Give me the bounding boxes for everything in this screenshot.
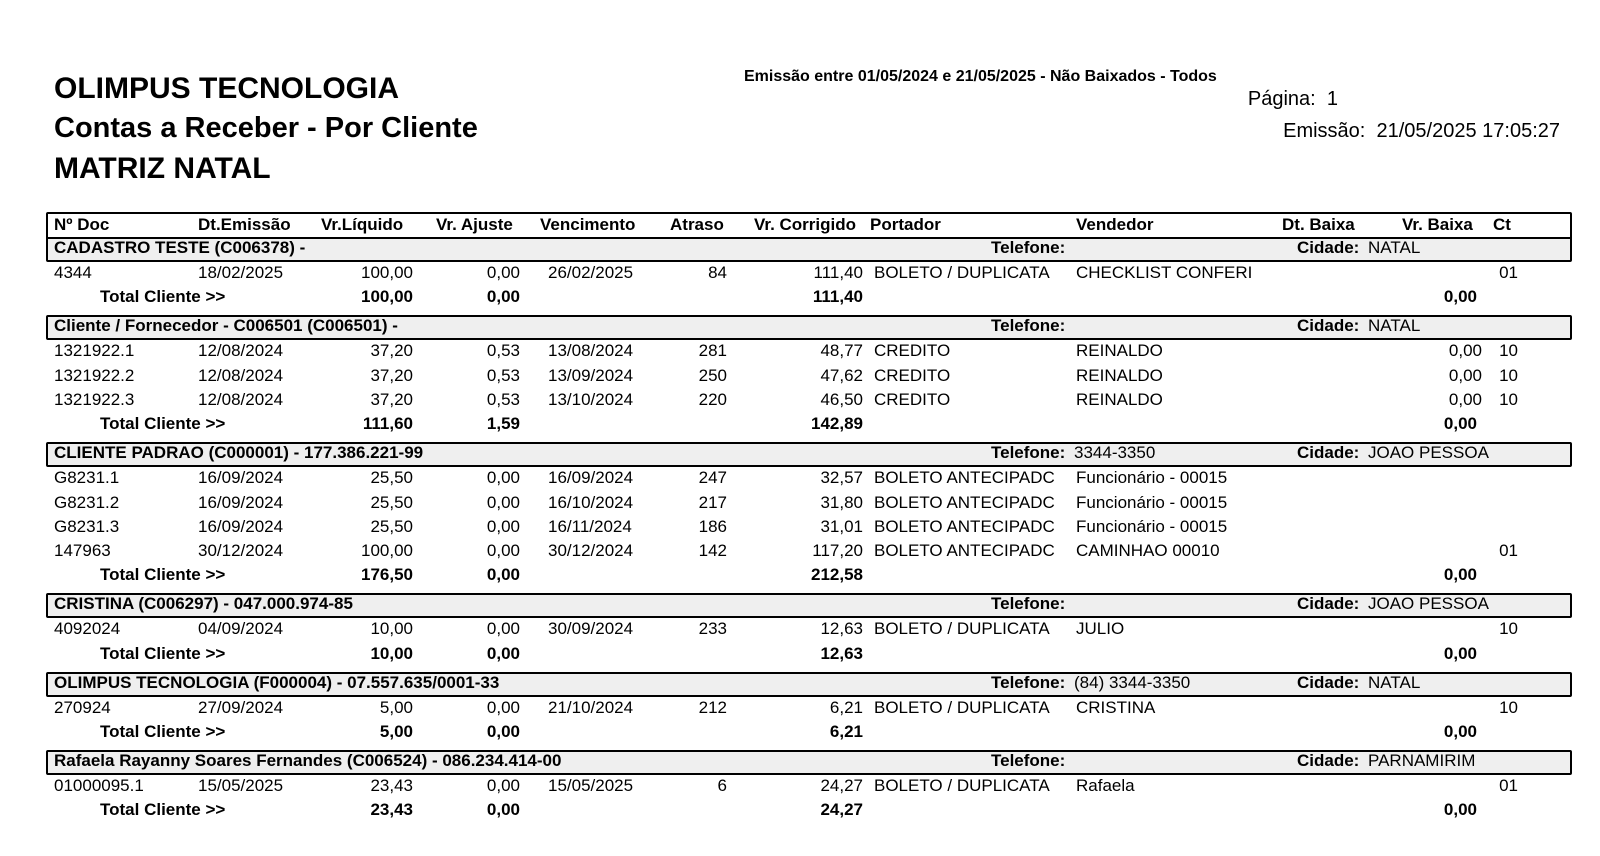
row-vencimento: 30/12/2024: [548, 541, 634, 561]
report-title: Contas a Receber - Por Cliente: [54, 112, 478, 144]
company-name: OLIMPUS TECNOLOGIA: [54, 72, 399, 105]
row-liquido: 100,00: [361, 541, 413, 561]
row-ajuste: 0,00: [486, 619, 520, 639]
total-ajuste: 1,59: [486, 414, 520, 434]
column-header: Vencimento: [540, 215, 636, 234]
row-atraso: 212: [698, 697, 727, 717]
issued-info: [1283, 120, 1560, 143]
client-telefone: 3344-3350: [1074, 443, 1156, 463]
row-vr-baixa: 0,00: [1448, 389, 1482, 409]
row-ct: 10: [1499, 389, 1518, 409]
row-liquido: 25,50: [370, 468, 413, 488]
telefone-label: Telefone:: [991, 316, 1066, 336]
total-corrigido: 111,40: [812, 287, 863, 307]
row-vencimento: 15/05/2025: [548, 776, 634, 795]
total-vr-baixa: 0,00: [1443, 722, 1477, 741]
row-liquido: 25,50: [370, 492, 413, 512]
total-liquido: 100,00: [361, 287, 413, 307]
row-portador: BOLETO ANTECIPADC: [874, 492, 1055, 512]
row-emissao: 04/09/2024: [198, 619, 284, 639]
total-ajuste: 0,00: [486, 800, 520, 820]
client-name: CADASTRO TESTE (C006378) -: [54, 238, 306, 257]
row-ct: 01: [1499, 776, 1518, 795]
total-cliente-label: Total Cliente >>: [100, 414, 226, 434]
client-cidade: NATAL: [1368, 672, 1421, 692]
row-doc: 01000095.1: [54, 776, 144, 795]
row-doc: 270924: [54, 697, 111, 717]
row-emissao: 16/09/2024: [198, 492, 284, 512]
total-vr-baixa: 0,00: [1443, 643, 1477, 663]
column-header: Atraso: [670, 215, 724, 234]
column-header: Dt.Emissão: [198, 215, 291, 234]
row-vendedor: JULIO: [1076, 619, 1125, 639]
row-corrigido: 32,57: [820, 468, 863, 488]
total-liquido: 111,60: [362, 414, 413, 434]
row-vr-baixa: 0,00: [1448, 341, 1482, 361]
row-doc: 1321922.1: [54, 341, 135, 361]
row-corrigido: 117,20: [812, 541, 863, 561]
total-ajuste: 0,00: [486, 565, 520, 585]
telefone-label: Telefone:: [991, 443, 1066, 463]
row-vencimento: 16/10/2024: [548, 492, 634, 512]
row-vencimento: 21/10/2024: [548, 697, 634, 717]
row-corrigido: 24,27: [820, 776, 863, 795]
row-liquido: 10,00: [370, 619, 413, 639]
client-cidade: NATAL: [1368, 316, 1421, 336]
total-liquido: 5,00: [379, 722, 413, 741]
telefone-label: Telefone:: [991, 594, 1066, 614]
row-ct: 10: [1499, 365, 1518, 385]
issued-datetime: 21/05/2025 17:05:27: [1376, 120, 1560, 142]
row-atraso: 186: [698, 516, 727, 536]
row-atraso: 233: [698, 619, 727, 639]
total-corrigido: 212,58: [811, 565, 863, 585]
branch-name: MATRIZ NATAL: [54, 152, 271, 185]
row-atraso: 142: [698, 541, 727, 561]
row-vendedor: REINALDO: [1076, 341, 1163, 361]
row-liquido: 37,20: [370, 341, 413, 361]
column-header: Vr. Ajuste: [436, 215, 513, 234]
client-name: OLIMPUS TECNOLOGIA (F000004) - 07.557.635/0001-33: [54, 672, 500, 692]
row-ajuste: 0,53: [486, 365, 520, 385]
total-corrigido: 142,89: [811, 414, 863, 434]
row-vr-baixa: 0,00: [1448, 365, 1482, 385]
row-emissao: 27/09/2024: [198, 697, 284, 717]
row-corrigido: 47,62: [820, 365, 863, 385]
column-header: Nº Doc: [54, 215, 110, 234]
total-corrigido: 12,63: [820, 643, 863, 663]
cidade-label: Cidade:: [1297, 443, 1360, 463]
row-doc: G8231.1: [54, 468, 120, 488]
row-ajuste: 0,00: [486, 776, 520, 795]
row-portador: BOLETO / DUPLICATA: [874, 776, 1050, 795]
total-ajuste: 0,00: [486, 287, 520, 307]
row-portador: CREDITO: [874, 389, 951, 409]
row-atraso: 247: [698, 468, 727, 488]
total-vr-baixa: 0,00: [1443, 414, 1477, 434]
row-corrigido: 6,21: [829, 697, 863, 717]
row-vendedor: CAMINHAO 00010: [1076, 541, 1220, 561]
row-emissao: 16/09/2024: [198, 516, 284, 536]
client-cidade: JOAO PESSOA: [1368, 443, 1489, 463]
total-ajuste: 0,00: [486, 722, 520, 741]
telefone-label: Telefone:: [991, 672, 1066, 692]
total-vr-baixa: 0,00: [1443, 565, 1477, 585]
client-name: Cliente / Fornecedor - C006501 (C006501) -: [54, 316, 398, 336]
client-telefone: (84) 3344-3350: [1074, 672, 1191, 692]
row-portador: BOLETO ANTECIPADC: [874, 541, 1055, 561]
row-vendedor: Funcionário - 00015: [1076, 492, 1228, 512]
row-ajuste: 0,53: [486, 389, 520, 409]
row-doc: 147963: [54, 541, 111, 561]
row-doc: 4092024: [54, 619, 121, 639]
row-vencimento: 13/08/2024: [548, 341, 634, 361]
total-vr-baixa: 0,00: [1443, 287, 1477, 307]
row-vendedor: REINALDO: [1076, 389, 1163, 409]
row-vencimento: 16/11/2024: [548, 516, 632, 536]
row-liquido: 37,20: [370, 389, 413, 409]
row-corrigido: 48,77: [820, 341, 863, 361]
client-name: CRISTINA (C006297) - 047.000.974-85: [54, 594, 353, 614]
row-portador: CREDITO: [874, 365, 951, 385]
row-ajuste: 0,00: [486, 516, 520, 536]
row-emissao: 12/08/2024: [198, 389, 284, 409]
row-vencimento: 30/09/2024: [548, 619, 634, 639]
row-corrigido: 12,63: [820, 619, 863, 639]
row-atraso: 220: [698, 389, 727, 409]
row-vencimento: 13/09/2024: [548, 365, 634, 385]
column-header: Vr. Baixa: [1402, 215, 1473, 234]
cidade-label: Cidade:: [1297, 672, 1360, 692]
client-cidade: NATAL: [1368, 238, 1421, 257]
row-ajuste: 0,53: [486, 341, 520, 361]
page-number: 1: [1326, 88, 1338, 110]
row-emissao: 30/12/2024: [198, 541, 284, 561]
row-liquido: 25,50: [370, 516, 413, 536]
row-emissao: 12/08/2024: [198, 341, 284, 361]
row-vendedor: Funcionário - 00015: [1076, 516, 1228, 536]
total-cliente-label: Total Cliente >>: [100, 287, 226, 307]
total-liquido: 176,50: [361, 565, 413, 585]
row-corrigido: 111,40: [813, 263, 863, 282]
row-ct: 01: [1499, 541, 1518, 561]
row-ajuste: 0,00: [486, 697, 520, 717]
row-vendedor: Rafaela: [1076, 776, 1135, 795]
row-doc: G8231.3: [54, 516, 120, 536]
row-atraso: 217: [698, 492, 727, 512]
row-portador: BOLETO / DUPLICATA: [874, 263, 1050, 282]
row-vendedor: CHECKLIST CONFERI: [1076, 263, 1253, 282]
row-emissao: 12/08/2024: [198, 365, 284, 385]
row-portador: BOLETO / DUPLICATA: [874, 619, 1050, 639]
column-header: Vr.Líquido: [321, 215, 404, 234]
row-ajuste: 0,00: [486, 541, 520, 561]
row-atraso: 250: [698, 365, 727, 385]
total-cliente-label: Total Cliente >>: [100, 565, 226, 585]
cidade-label: Cidade:: [1297, 316, 1360, 336]
row-vendedor: CRISTINA: [1076, 697, 1156, 717]
total-corrigido: 24,27: [820, 800, 863, 820]
issued-label: Emissão:: [1283, 120, 1366, 142]
client-cidade: PARNAMIRIM: [1368, 751, 1476, 770]
row-liquido: 23,43: [370, 776, 413, 795]
cidade-label: Cidade:: [1297, 594, 1360, 614]
column-header: Vendedor: [1076, 215, 1154, 234]
total-cliente-label: Total Cliente >>: [100, 800, 226, 820]
row-ct: 10: [1499, 697, 1518, 717]
row-corrigido: 31,01: [820, 516, 863, 536]
row-liquido: 100,00: [361, 263, 413, 282]
page-label: Página:: [1247, 88, 1316, 110]
row-doc: 1321922.2: [54, 365, 135, 385]
row-ajuste: 0,00: [486, 263, 520, 282]
row-vencimento: 26/02/2025: [548, 263, 634, 282]
row-portador: BOLETO ANTECIPADC: [874, 468, 1055, 488]
row-vendedor: REINALDO: [1076, 365, 1163, 385]
row-atraso: 6: [717, 776, 727, 795]
total-ajuste: 0,00: [486, 643, 520, 663]
total-liquido: 23,43: [370, 800, 413, 820]
row-doc: G8231.2: [54, 492, 120, 512]
column-header: Vr. Corrigido: [754, 215, 857, 234]
total-vr-baixa: 0,00: [1443, 800, 1477, 820]
total-cliente-label: Total Cliente >>: [100, 643, 226, 663]
row-ct: 10: [1499, 341, 1518, 361]
client-name: Rafaela Rayanny Soares Fernandes (C006524) - 086.234.414-00: [54, 751, 562, 770]
row-doc: 4344: [54, 263, 92, 282]
cidade-label: Cidade:: [1297, 238, 1360, 257]
telefone-label: Telefone:: [991, 238, 1066, 257]
row-atraso: 281: [698, 341, 727, 361]
column-header: Dt. Baixa: [1282, 215, 1355, 234]
row-liquido: 37,20: [370, 365, 413, 385]
report-filter: Emissão entre 01/05/2024 e 21/05/2025 - Não Baixados - Todos: [744, 68, 1217, 85]
row-ct: 10: [1499, 619, 1518, 639]
client-name: CLIENTE PADRAO (C000001) - 177.386.221-99: [54, 443, 424, 463]
column-header: Ct: [1493, 215, 1511, 234]
row-emissao: 18/02/2025: [198, 263, 284, 282]
column-header: Portador: [870, 215, 941, 234]
row-corrigido: 46,50: [820, 389, 863, 409]
row-portador: BOLETO / DUPLICATA: [874, 697, 1050, 717]
row-ct: 01: [1499, 263, 1518, 282]
row-vencimento: 16/09/2024: [548, 468, 634, 488]
row-portador: CREDITO: [874, 341, 951, 361]
row-doc: 1321922.3: [54, 389, 135, 409]
row-vendedor: Funcionário - 00015: [1076, 468, 1228, 488]
total-liquido: 10,00: [370, 643, 413, 663]
row-ajuste: 0,00: [486, 492, 520, 512]
row-vencimento: 13/10/2024: [548, 389, 634, 409]
row-corrigido: 31,80: [820, 492, 863, 512]
row-portador: BOLETO ANTECIPADC: [874, 516, 1055, 536]
row-liquido: 5,00: [379, 697, 413, 717]
row-atraso: 84: [708, 263, 727, 282]
total-cliente-label: Total Cliente >>: [100, 722, 226, 741]
telefone-label: Telefone:: [991, 751, 1066, 770]
client-cidade: JOAO PESSOA: [1368, 594, 1489, 614]
total-corrigido: 6,21: [829, 722, 863, 741]
row-emissao: 16/09/2024: [198, 468, 284, 488]
cidade-label: Cidade:: [1297, 751, 1360, 770]
row-ajuste: 0,00: [486, 468, 520, 488]
row-emissao: 15/05/2025: [198, 776, 284, 795]
page-info: [1248, 88, 1338, 111]
